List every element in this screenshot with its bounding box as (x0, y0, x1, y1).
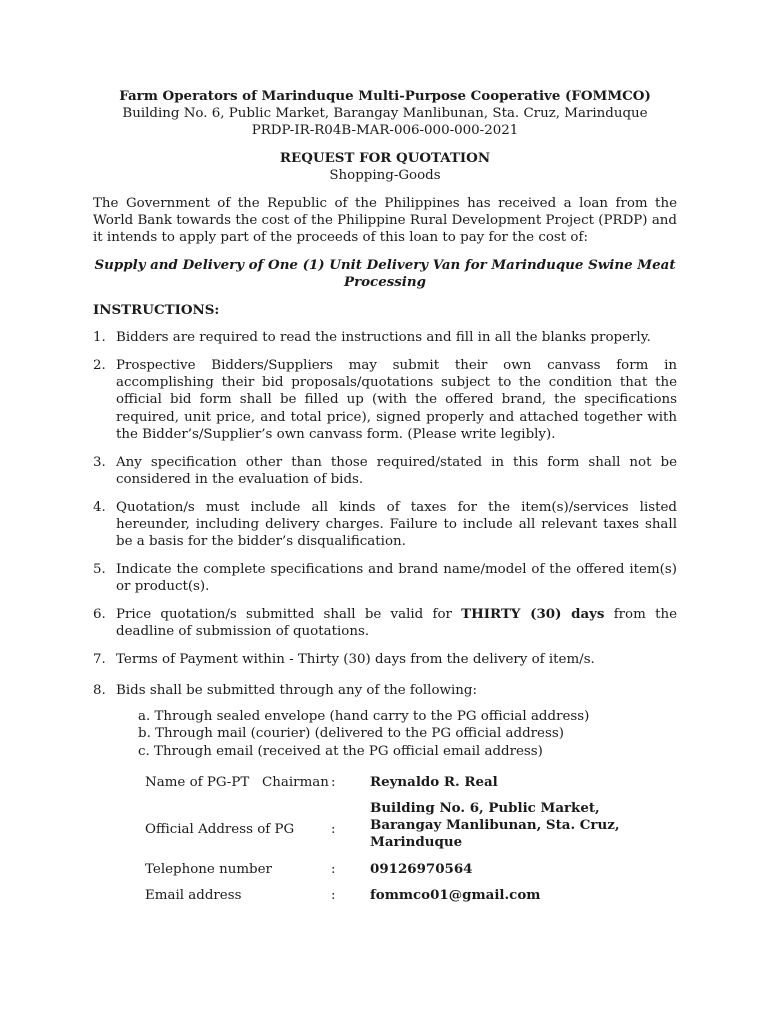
contact-row (145, 774, 670, 800)
instruction-number: 5. (93, 561, 106, 577)
rfq-title: REQUEST FOR QUOTATION (279, 149, 491, 166)
contact-colon: : (331, 861, 336, 877)
instruction-text: Bidders are required to read the instructions and fill in all the blanks properly. (116, 330, 651, 346)
instruction-number: 8. (93, 683, 106, 699)
instruction-text: Quotation/s must include all kinds of taxes for the item(s)/services listed hereunder, including delivery charges. Failure to include all relevant taxes shall be a basis for the bidder’s disqualification. (116, 499, 677, 550)
contact-label: Name of PG-PT Chairman (145, 774, 329, 790)
instruction-text-after: from the deadline of submission of quotations. (116, 606, 677, 640)
validity-period: THIRTY (30) days (461, 605, 605, 622)
instruction-number: 6. (93, 606, 106, 622)
instruction-text: Indicate the complete specifications and brand name/model of the offered item(s) or product(s). (116, 561, 677, 595)
contact-row (145, 861, 670, 887)
instruction-number: 2. (93, 358, 106, 374)
contact-label: Official Address of PG (145, 822, 295, 838)
instruction-item (93, 682, 677, 760)
contact-colon: : (331, 887, 336, 903)
document-header (93, 88, 677, 140)
instruction-number: 4. (93, 499, 106, 515)
organization-name: Farm Operators of Marinduque Multi-Purpose Cooperative (FOMMCO) (119, 88, 651, 104)
organization-address: Building No. 6, Public Market, Barangay Manlibunan, Sta. Cruz, Marinduque (122, 106, 648, 122)
instruction-text: Prospective Bidders/Suppliers may submit their own canvass form in accomplishing their bid proposals/quotations subject to the condition that the official bid form shall be filled up (with the offered brand, the specifications required, unit price, and total price), signed properly and attached together with the Bidder’s/Supplier’s own canvass form. (Please write legibly). (116, 358, 677, 442)
instruction-item (93, 651, 677, 668)
contact-row (145, 887, 670, 913)
instruction-item (93, 329, 677, 346)
rfq-title-block (93, 150, 677, 184)
submission-method: b. Through mail (courier) (delivered to the PG official address) (138, 726, 564, 742)
email-address: fommco01@gmail.com (370, 886, 541, 903)
instruction-item (93, 606, 677, 640)
instruction-text: Terms of Payment within - Thirty (30) days from the delivery of item/s. (116, 651, 595, 667)
instructions-list (93, 329, 677, 760)
official-address: Building No. 6, Public Market, Barangay Manlibunan, Sta. Cruz, Marinduque (370, 800, 620, 851)
project-title: Supply and Delivery of One (1) Unit Delivery Van for Marinduque Swine Meat Processing (94, 256, 676, 290)
instructions-heading: INSTRUCTIONS: (93, 302, 220, 319)
submission-method: a. Through sealed envelope (hand carry to the PG official address) (138, 709, 590, 725)
chairman-name: Reynaldo R. Real (370, 773, 498, 790)
contact-label: Telephone number (145, 861, 272, 877)
instruction-text: Any specification other than those required/stated in this form shall not be considered in the evaluation of bids. (116, 454, 677, 487)
instruction-item (93, 454, 677, 488)
contact-table (145, 774, 670, 913)
instruction-number: 3. (93, 454, 106, 470)
contact-row (145, 800, 670, 861)
contact-colon: : (331, 822, 336, 838)
instruction-number: 1. (93, 330, 106, 346)
submission-method: c. Through email (received at the PG official email address) (138, 743, 543, 759)
reference-number: PRDP-IR-R04B-MAR-006-000-000-2021 (251, 123, 519, 139)
contact-colon: : (331, 774, 336, 790)
telephone-number: 09126970564 (370, 860, 473, 877)
instruction-text: Bids shall be submitted through any of the following: (116, 683, 477, 699)
contact-label: Email address (145, 887, 242, 903)
instruction-number: 7. (93, 651, 106, 667)
instruction-item (93, 357, 677, 443)
instruction-item (93, 499, 677, 551)
instruction-item (93, 561, 677, 595)
rfq-subtitle: Shopping-Goods (329, 167, 441, 183)
intro-paragraph: The Government of the Republic of the Philippines has received a loan from the World Bank towards the cost of the Philippine Rural Development Project (PRDP) and it intends to apply part of the proceeds of this loan to pay for the cost of: (93, 196, 677, 246)
submission-methods-list (138, 708, 677, 760)
instruction-text-before: Price quotation/s submitted shall be valid for (116, 606, 462, 622)
